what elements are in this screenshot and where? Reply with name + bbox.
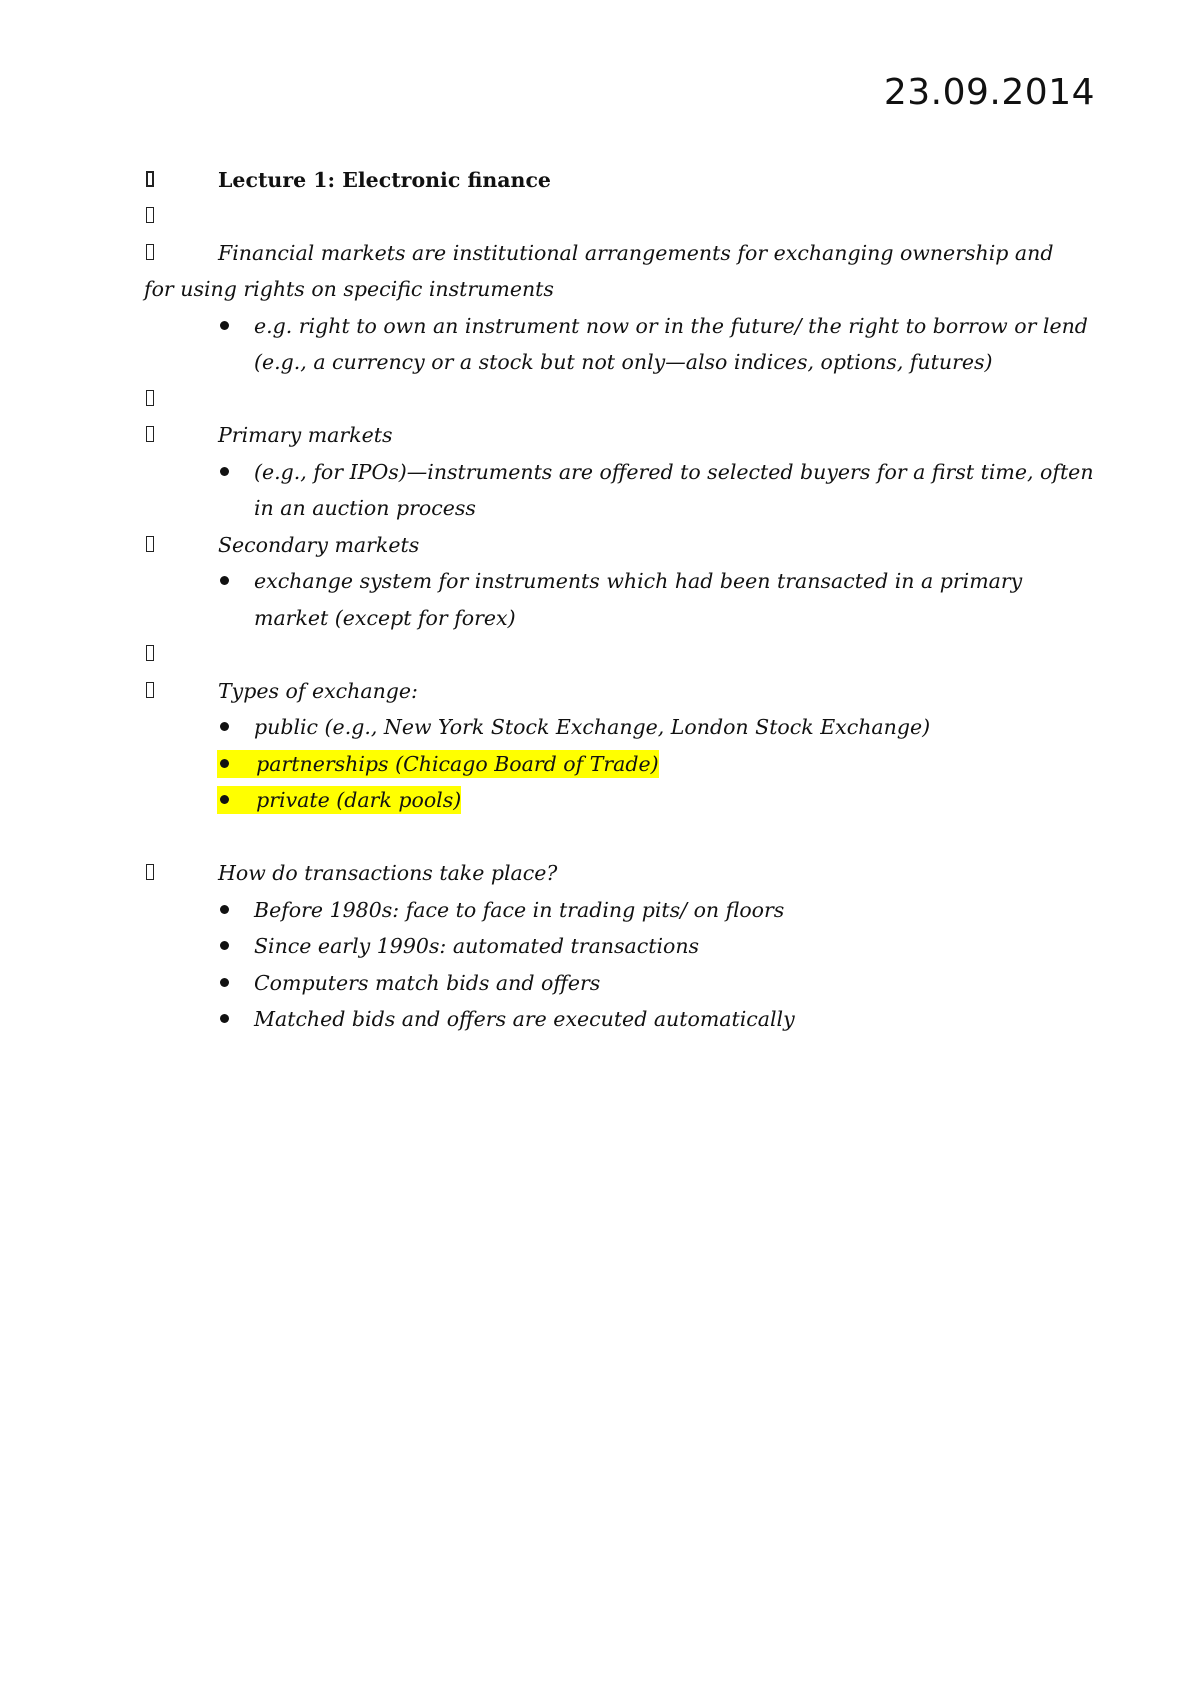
bullet-icon bbox=[220, 759, 229, 768]
bullet-icon bbox=[220, 467, 229, 476]
transactions-item-3: Computers match bids and offers bbox=[254, 971, 601, 995]
missing-glyph-box-icon bbox=[146, 426, 154, 442]
exchange-heading-line bbox=[0, 674, 1200, 708]
primary-bullet-text-2: in an auction process bbox=[254, 496, 476, 520]
empty-line bbox=[0, 637, 1200, 671]
list-item bbox=[0, 929, 1200, 963]
secondary-bullet bbox=[0, 564, 1200, 598]
page-date: 23.09.2014 bbox=[883, 72, 1095, 113]
bullet-icon bbox=[220, 1014, 229, 1023]
secondary-bullet-cont bbox=[0, 601, 1200, 635]
empty-line bbox=[0, 382, 1200, 416]
missing-glyph-box-icon bbox=[146, 864, 154, 880]
transactions-heading-line bbox=[0, 856, 1200, 890]
secondary-bullet-text-2: market (except for forex) bbox=[254, 606, 516, 630]
primary-heading-line bbox=[0, 418, 1200, 452]
page-title: Lecture 1: Electronic finance bbox=[218, 168, 551, 192]
bullet-icon bbox=[220, 722, 229, 731]
exchange-item-private: private (dark pools) bbox=[256, 788, 462, 812]
definition-line bbox=[0, 236, 1200, 270]
secondary-heading: Secondary markets bbox=[218, 533, 420, 557]
list-item bbox=[0, 966, 1200, 1000]
exchange-heading: Types of exchange: bbox=[218, 679, 418, 703]
definition-text-1: Financial markets are institutional arrangements for exchanging ownership and bbox=[218, 241, 1054, 265]
definition-bullet-text-2: (e.g., a currency or a stock but not only—also indices, options, futures) bbox=[254, 350, 993, 374]
definition-bullet-text-1: e.g. right to own an instrument now or in the future/ the right to borrow or lend bbox=[254, 314, 1088, 338]
list-item-highlighted bbox=[0, 747, 1200, 781]
definition-bullet-cont bbox=[0, 345, 1200, 379]
definition-text-2: for using rights on specific instruments bbox=[144, 277, 554, 301]
title-line bbox=[0, 163, 1200, 197]
transactions-item-1: Before 1980s: face to face in trading pits/ on floors bbox=[254, 898, 785, 922]
secondary-heading-line bbox=[0, 528, 1200, 562]
definition-line-2 bbox=[0, 272, 1200, 306]
bullet-icon bbox=[220, 978, 229, 987]
list-item-highlighted bbox=[0, 783, 1200, 817]
list-item bbox=[0, 710, 1200, 744]
missing-glyph-box-icon bbox=[146, 171, 154, 187]
highlight-wrapper bbox=[217, 747, 659, 781]
primary-bullet-cont bbox=[0, 491, 1200, 525]
missing-glyph-box-icon bbox=[146, 682, 154, 698]
exchange-item-partnerships: partnerships (Chicago Board of Trade) bbox=[256, 752, 659, 776]
bullet-icon bbox=[220, 905, 229, 914]
missing-glyph-box-icon bbox=[146, 207, 154, 223]
missing-glyph-box-icon bbox=[146, 645, 154, 661]
secondary-bullet-text-1: exchange system for instruments which had been transacted in a primary bbox=[254, 569, 1023, 593]
bullet-icon bbox=[220, 576, 229, 585]
list-item bbox=[0, 893, 1200, 927]
transactions-item-4: Matched bids and offers are executed automatically bbox=[254, 1007, 795, 1031]
missing-glyph-box-icon bbox=[146, 536, 154, 552]
missing-glyph-box-icon bbox=[146, 244, 154, 260]
list-item bbox=[0, 1002, 1200, 1036]
exchange-item-public: public (e.g., New York Stock Exchange, London Stock Exchange) bbox=[254, 715, 931, 739]
bullet-icon bbox=[220, 941, 229, 950]
primary-bullet-text-1: (e.g., for IPOs)—instruments are offered to selected buyers for a first time, often bbox=[254, 460, 1094, 484]
bullet-icon bbox=[220, 321, 229, 330]
bullet-icon bbox=[220, 795, 229, 804]
transactions-heading: How do transactions take place? bbox=[218, 861, 558, 885]
definition-bullet bbox=[0, 309, 1200, 343]
primary-bullet bbox=[0, 455, 1200, 489]
transactions-item-2: Since early 1990s: automated transactions bbox=[254, 934, 700, 958]
missing-glyph-box-icon bbox=[146, 390, 154, 406]
primary-heading: Primary markets bbox=[218, 423, 393, 447]
empty-line bbox=[0, 199, 1200, 233]
highlight-wrapper bbox=[217, 783, 461, 817]
